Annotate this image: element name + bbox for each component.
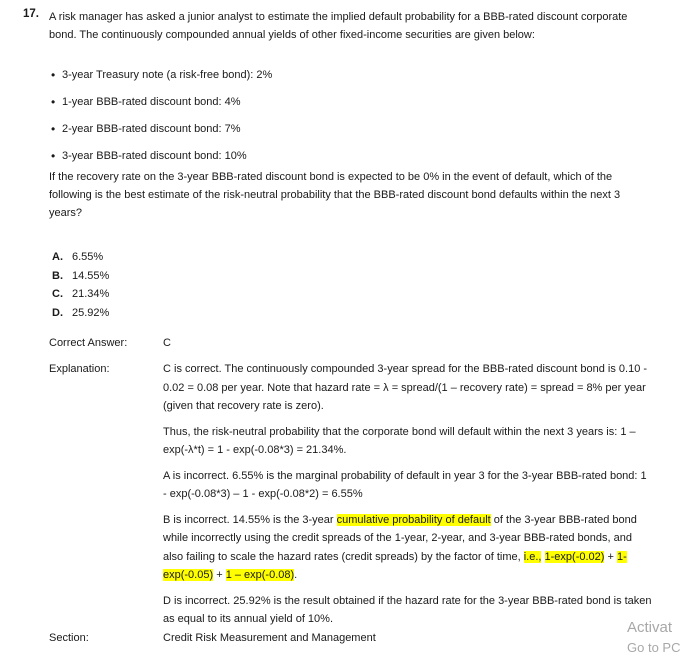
choice-text: 25.92% [72,306,110,319]
choice-text: 14.55% [72,269,110,282]
highlight-term-3: 1 – exp(-0.08) [225,569,295,581]
activation-watermark-subtitle: Go to PC [627,640,681,655]
highlight-term-2: 1-exp(-0.05) [163,550,627,581]
answer-choices [52,248,109,322]
list-item: • 2-year BBB-rated discount bond: 7% [49,120,272,147]
highlight-term-1: 1-exp(-0.02) [544,550,605,563]
highlight-ie: i.e., [523,550,542,563]
list-item: • 3-year Treasury note (a risk-free bond): 2% [49,66,272,93]
choice-b[interactable] [52,267,109,286]
explanation-para-d: D is incorrect. 25.92% is the result obtained if the hazard rate for the 3-year BBB-rated bond is taken as equal to its annual yield of 10%. [163,594,652,625]
list-item: • 3-year BBB-rated discount bond: 10% [49,147,272,174]
explanation-para-a: A is incorrect. 6.55% is the marginal probability of default in year 3 for the 3-year BBB-rated bond: 1 - exp(-0.08*3) – 1 - exp(-0.08*2) = 6.55% [163,469,647,500]
highlight-cumulative-pd: cumulative probability of default [336,513,491,526]
choice-letter: D. [52,306,63,319]
section-label: Section: [49,632,89,644]
choice-d[interactable] [52,304,109,323]
explanation-para-c: C is correct. The continuously compounded 3-year spread for the BBB-rated discount bond is 0.10 - 0.02 = 0.08 per year. Note that hazard rate = λ = spread/(1 – recovery rate) = spread = 8% per year (given that recovery rate is zero). [163,363,648,412]
correct-answer-value: C [163,337,171,349]
question-number: 17. [23,8,39,20]
choice-text: 21.34% [72,288,110,300]
para-b-text: + [604,550,617,563]
choice-letter: C. [52,288,63,300]
para-b-text: . [294,569,298,581]
choice-letter: A. [52,251,63,263]
explanation-para-b [163,511,653,585]
explanation-label: Explanation: [49,363,110,375]
explanation-para-probability: Thus, the risk-neutral probability that the corporate bond will default within the next 3 years is: 1 – exp(-λ*t) = 1 - exp(-0.08*3) = 21.34%. [163,425,636,456]
para-b-text: of the 3-year BBB-rated bond while incorrectly using the credit spreads of the 1-year, 2-year, and 3-year BBB-rated bonds, and also failing to scale the hazard rates (credit spreads) by the factor of time, [163,513,637,563]
choice-letter: B. [52,269,63,282]
choice-text: 6.55% [72,251,104,263]
para-b-text: B is incorrect. 14.55% is the 3-year [163,513,337,526]
question-stem: If the recovery rate on the 3-year BBB-rated discount bond is expected to be 0% in the event of default, which of the following is the best estimate of the risk-neutral probability that the BBB-rated discount bond defaults within the next 3 years? [49,171,621,219]
section-value: Credit Risk Measurement and Management [163,632,376,644]
para-b-text: + [213,569,226,581]
list-item: • 1-year BBB-rated discount bond: 4% [49,93,272,120]
correct-answer-label: Correct Answer: [49,337,128,349]
choice-c[interactable] [52,285,109,304]
choice-a[interactable] [52,248,109,267]
explanation-body [163,360,653,629]
yield-list [49,66,272,174]
question-text: A risk manager has asked a junior analyst to estimate the implied default probability for a BBB-rated discount corporate bond. The continuously compounded annual yields of other fixed-income securities are given below: [49,11,628,41]
activation-watermark-title: Activat [627,619,673,636]
